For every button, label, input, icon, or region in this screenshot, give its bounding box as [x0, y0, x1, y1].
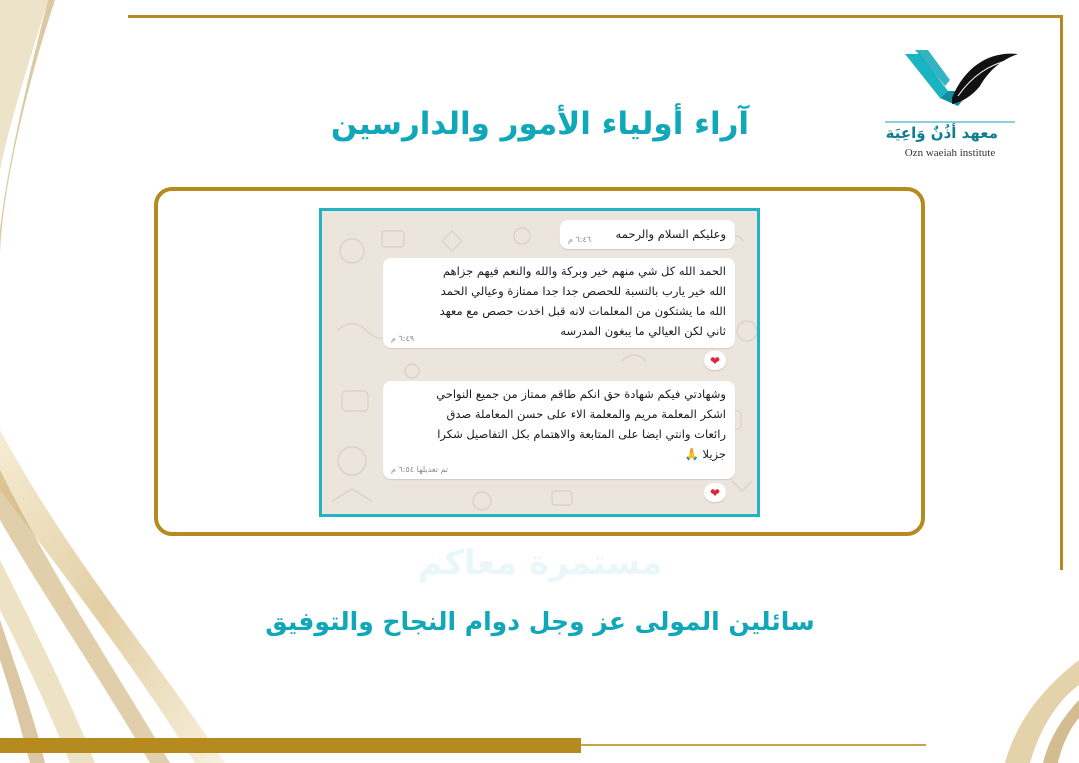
- page-title: آراء أولياء الأمور والدارسين: [330, 106, 750, 142]
- message-text-line: وشهادتي فيكم شهادة حق انكم طاقم ممتاز من جميع النواحي: [436, 387, 726, 401]
- closing-message: سائلين المولى عز وجل دوام النجاح والتوفيق: [265, 607, 815, 636]
- right-gold-rule: [1060, 15, 1063, 570]
- top-gold-rule: [128, 15, 1063, 18]
- faded-background-text: مستمرة معاكم: [417, 543, 663, 583]
- message-text-line: ثاني لكن العيالي ما يبغون المدرسه: [560, 324, 726, 338]
- institute-logo: [880, 46, 1020, 161]
- message-time: ٦:٤٦ م: [568, 235, 592, 244]
- message-text-line: اشكر المعلمة مريم والمعلمة الاء على حسن المعاملة صدق: [446, 407, 726, 421]
- book-quill-icon: [880, 46, 1020, 126]
- message-text-line: الحمد الله كل شي منهم خير وبركة والله والنعم فيهم جزاهم: [442, 264, 726, 278]
- message-text-line: رائعات وانتي ايضا على المتابعة والاهتمام بكل التفاصيل شكرا: [437, 427, 726, 441]
- message-time: ٦:٤٩ م: [391, 334, 415, 343]
- chat-message-2: [383, 258, 735, 348]
- bottom-gold-bar: [0, 738, 581, 753]
- bottom-gold-line: [581, 744, 926, 746]
- message-text-line: جزيلا 🙏: [684, 447, 726, 461]
- chat-screenshot: [319, 208, 760, 517]
- chat-message-1: [560, 220, 735, 249]
- message-edited-time: تم تعديلها ٦:٥٤ م: [391, 465, 449, 474]
- message-text-line: وعليكم السلام والرحمه: [615, 227, 726, 241]
- heart-reaction-icon: ❤: [704, 351, 726, 370]
- logo-english-name: Ozn waeiah institute: [904, 147, 996, 159]
- message-text-line: الله ما يشتكون من المعلمات لانه قبل اخدت حصص مع معهد: [439, 304, 726, 318]
- chat-message-3: [383, 381, 735, 479]
- heart-reaction-icon: ❤: [704, 483, 726, 502]
- logo-arabic-name: معهد أذُنٌ وَاعِيَة: [885, 124, 998, 142]
- message-text-line: الله خير يارب بالنسبة للحصص جدا جدا ممتازة وعيالي الحمد: [440, 284, 726, 298]
